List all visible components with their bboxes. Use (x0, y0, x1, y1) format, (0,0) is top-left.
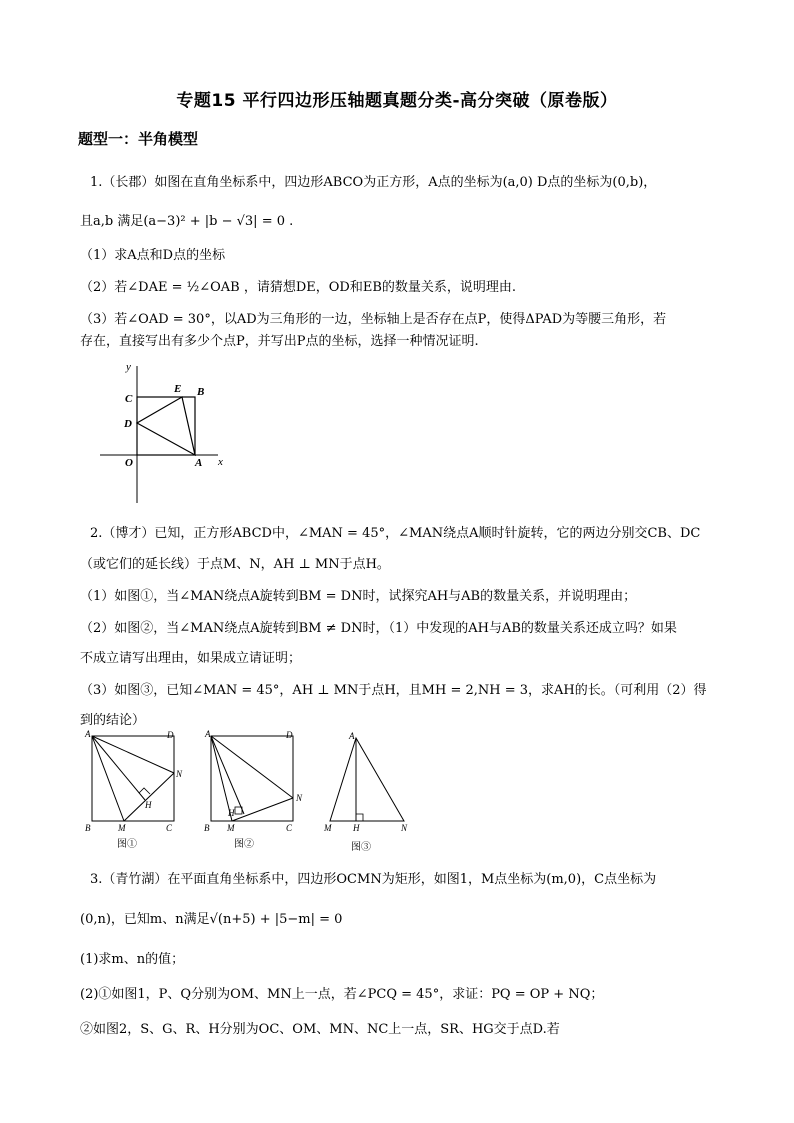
point-d-label: D (124, 418, 132, 430)
f1-point-n: N (176, 769, 183, 779)
q3-line-5: ②如图2，S、G、R、H分别为OC、OM、MN、NC上一点，SR、HG交于点D.若 (80, 1022, 560, 1037)
q3-line-2: (0,n)，已知m、n满足√(n+5) + |5−m| = 0 (80, 912, 343, 927)
f2-point-b: B (204, 823, 210, 833)
q2-line-7: 到的结论） (80, 713, 146, 728)
f1-point-h: H (145, 800, 152, 810)
f2-caption: 图② (234, 839, 254, 850)
q1-coordinate-figure (96, 358, 236, 508)
y-axis-label: y (126, 361, 131, 373)
q3-line-4: (2)①如图1，P、Q分别为OM、MN上一点，若∠PCQ = 45°，求证：PQ = OP + NQ； (80, 987, 604, 1002)
q3-line-3: (1)求m、n的值； (80, 952, 185, 967)
point-o-label: O (125, 457, 133, 469)
q1-line-3: （1）求A点和D点的坐标 (80, 248, 226, 263)
point-e-label: E (174, 383, 182, 395)
q2-figure-3 (318, 728, 418, 856)
q1-line-4: （2）若∠DAE = ½∠OAB ，请猜想DE，OD和EB的数量关系，说明理由. (80, 280, 517, 295)
q2-line-3: （1）如图①，当∠MAN绕点A旋转到BM = DN时，试探究AH与AB的数量关系，并说明理由； (80, 589, 637, 604)
q1-line-1: 1.（长郡）如图在直角坐标系中，四边形ABCO为正方形，A点的坐标为(a,0) D点的坐标为(0,b)， (90, 175, 657, 190)
f3-point-m: M (324, 823, 332, 833)
q3-line-1: 3.（青竹湖）在平面直角坐标系中，四边形OCMN为矩形，如图1，M点坐标为(m,0)，C点坐标为 (90, 872, 657, 887)
x-axis-label: x (218, 456, 223, 468)
q2-line-1: 2.（博才）已知，正方形ABCD中，∠MAN = 45°，∠MAN绕点A顺时针旋转，它的两边分别交CB、DC (90, 526, 701, 541)
q2-line-5: 不成立请写出理由，如果成立请证明； (80, 651, 302, 666)
q2-figure-2 (202, 728, 312, 856)
q2-line-6: （3）如图③，已知∠MAN = 45°，AH ⊥ MN于点H，且MH = 2,NH = 3，求AH的长。（可利用（2）得 (80, 683, 707, 698)
f1-caption: 图① (117, 839, 137, 850)
f2-point-a: A (205, 729, 211, 739)
q1-line-6: 存在，直接写出有多少个点P，并写出P点的坐标，选择一种情况证明. (80, 334, 479, 349)
f2-point-c: C (286, 823, 293, 833)
f3-point-h: H (353, 823, 360, 833)
q1-line-2: 且a,b 满足(a−3)² + |b − √3| = 0 . (80, 214, 294, 229)
f3-caption: 图③ (351, 842, 371, 853)
point-a-label: A (195, 457, 203, 469)
f3-point-a: A (349, 731, 355, 741)
f1-point-a: A (85, 729, 91, 739)
q2-figure-1 (82, 728, 192, 856)
document-title: 专题15 平行四边形压轴题真题分类-高分突破（原卷版） (176, 91, 618, 111)
f1-point-c: C (166, 823, 173, 833)
f1-point-b: B (85, 823, 91, 833)
section-heading: 题型一：半角模型 (78, 130, 199, 148)
q1-line-5: （3）若∠OAD = 30°，以AD为三角形的一边，坐标轴上是否存在点P，使得ΔPAD为等腰三角形，若 (80, 312, 667, 327)
f3-point-n: N (401, 823, 408, 833)
point-b-label: B (197, 386, 205, 398)
f2-point-m: M (227, 823, 235, 833)
f2-point-d: D (286, 730, 293, 740)
q2-line-2: （或它们的延长线）于点M、N，AH ⊥ MN于点H。 (80, 557, 390, 572)
f2-point-n: N (296, 793, 303, 803)
f1-point-d: D (167, 730, 174, 740)
point-c-label: C (125, 393, 133, 405)
f2-point-h: H (228, 808, 235, 818)
q2-line-4: （2）如图②，当∠MAN绕点A旋转到BM ≠ DN时，（1）中发现的AH与AB的数量关系还成立吗？如果 (80, 621, 677, 636)
f1-point-m: M (118, 823, 126, 833)
